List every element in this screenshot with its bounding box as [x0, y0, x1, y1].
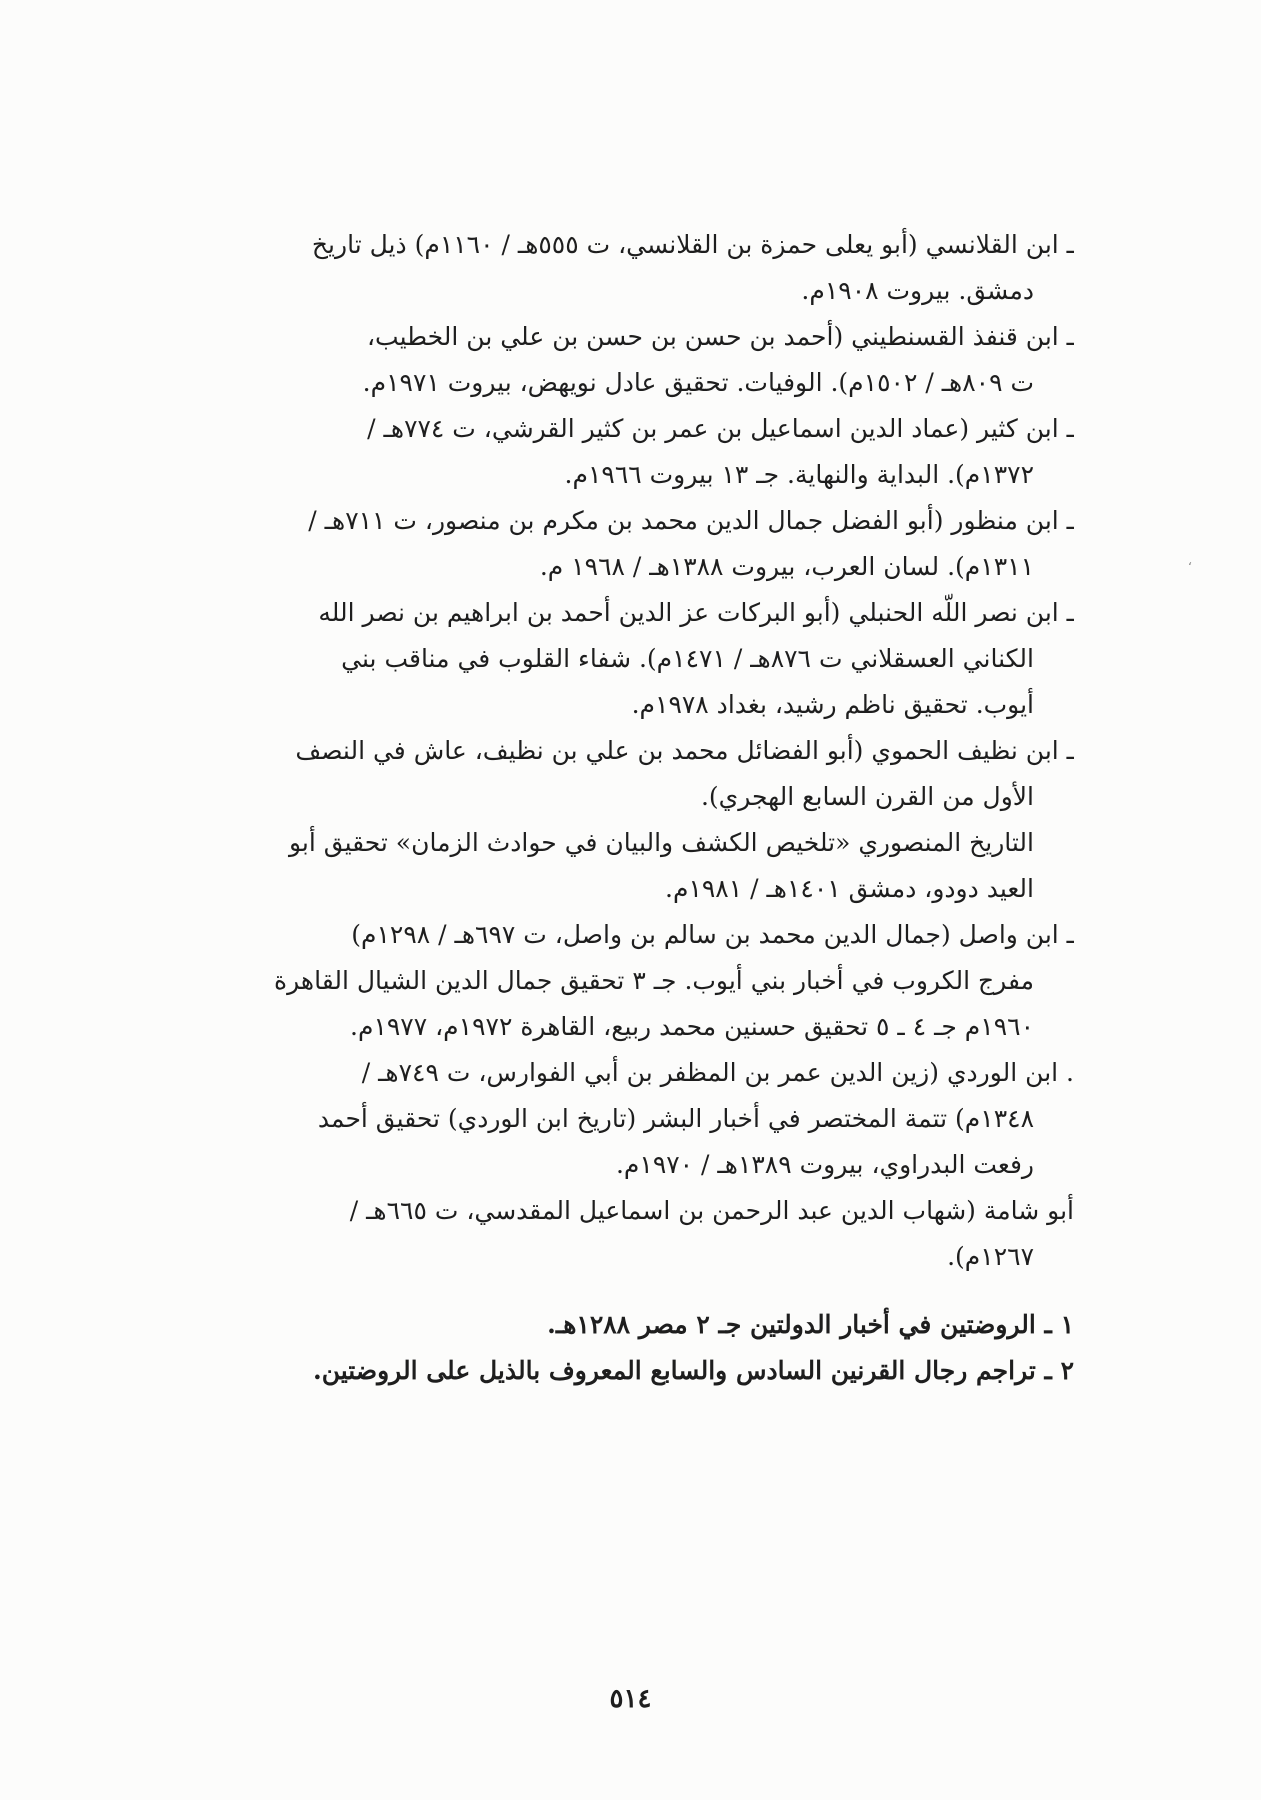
- entry-ibn-wasil-cont-1: مفرج الكروب في أخبار بني أيوب. جـ ٣ تحقيق جمال الدين الشيال القاهرة: [274, 966, 1034, 995]
- entry-ibn-al-wardi-cont-1: ١٣٤٨م) تتمة المختصر في أخبار البشر (تاريخ ابن الوردي) تحقيق أحمد: [317, 1104, 1034, 1133]
- entry-ibn-nazif-title: التاريخ المنصوري «تلخيص الكشف والبيان في حوادث الزمان» تحقيق أبو: [288, 828, 1034, 857]
- entry-ibn-nazif: ـ ابن نظيف الحموي (أبو الفضائل محمد بن علي بن نظيف، عاش في النصف: [295, 736, 1074, 765]
- entry-ibn-qunfudh: ـ ابن قنفذ القسنطيني (أحمد بن حسن بن حسن بن علي بن الخطيب،: [366, 322, 1074, 351]
- entry-ibn-al-wardi: . ابن الوردي (زين الدين عمر بن المظفر بن أبي الفوارس، ت ٧٤٩هـ /: [361, 1058, 1074, 1087]
- entry-ibn-al-wardi-cont-2: رفعت البدراوي، بيروت ١٣٨٩هـ / ١٩٧٠م.: [615, 1150, 1034, 1179]
- entry-abu-shama-work-1: ١ ـ الروضتين في أخبار الدولتين جـ ٢ مصر ١٢٨٨هـ.: [547, 1310, 1074, 1339]
- entry-ibn-nasrallah-cont-1: الكناني العسقلاني ت ٨٧٦هـ / ١٤٧١م). شفاء القلوب في مناقب بني: [341, 644, 1034, 673]
- entry-ibn-qunfudh-cont: ت ٨٠٩هـ / ١٥٠٢م). الوفيات. تحقيق عادل نويهض، بيروت ١٩٧١م.: [362, 368, 1034, 397]
- entry-ibn-nasrallah-cont-2: أيوب. تحقيق ناظم رشيد، بغداد ١٩٧٨م.: [631, 690, 1034, 719]
- entry-ibn-al-qalanisi: ـ ابن القلانسي (أبو يعلى حمزة بن القلانسي، ت ٥٥٥هـ / ١١٦٠م) ذيل تاريخ: [311, 230, 1074, 259]
- spacer: [160, 1280, 1074, 1302]
- entry-abu-shama: أبو شامة (شهاب الدين عبد الرحمن بن اسماعيل المقدسي، ت ٦٦٥هـ /: [349, 1196, 1074, 1225]
- bibliography-list: [160, 222, 1074, 1394]
- entry-ibn-al-qalanisi-cont: دمشق. بيروت ١٩٠٨م.: [801, 276, 1034, 305]
- entry-ibn-wasil: ـ ابن واصل (جمال الدين محمد بن سالم بن واصل، ت ٦٩٧هـ / ١٢٩٨م): [351, 920, 1074, 949]
- entry-ibn-wasil-cont-2: ١٩٦٠م جـ ٤ ـ ٥ تحقيق حسنين محمد ربيع، القاهرة ١٩٧٢م، ١٩٧٧م.: [350, 1012, 1034, 1041]
- entry-ibn-nazif-title-cont: العيد دودو، دمشق ١٤٠١هـ / ١٩٨١م.: [665, 874, 1034, 903]
- entry-ibn-kathir-cont: ١٣٧٢م). البداية والنهاية. جـ ١٣ بيروت ١٩٦٦م.: [564, 460, 1034, 489]
- entry-ibn-nazif-cont: الأول من القرن السابع الهجري).: [700, 782, 1034, 811]
- entry-ibn-kathir: ـ ابن كثير (عماد الدين اسماعيل بن عمر بن كثير القرشي، ت ٧٧٤هـ /: [367, 414, 1074, 443]
- entry-ibn-manzur-cont: ١٣١١م). لسان العرب، بيروت ١٣٨٨هـ / ١٩٦٨ م.: [539, 552, 1034, 581]
- page-number: ٥١٤: [609, 1684, 652, 1714]
- entry-abu-shama-work-2: ٢ ـ تراجم رجال القرنين السادس والسابع المعروف بالذيل على الروضتين.: [313, 1356, 1074, 1385]
- entry-abu-shama-cont: ١٢٦٧م).: [947, 1242, 1034, 1271]
- scan-speck: ʻ: [1188, 560, 1192, 574]
- entry-ibn-nasrallah: ـ ابن نصر اللّه الحنبلي (أبو البركات عز الدين أحمد بن ابراهيم بن نصر الله: [318, 598, 1074, 627]
- entry-ibn-manzur: ـ ابن منظور (أبو الفضل جمال الدين محمد بن مكرم بن منصور، ت ٧١١هـ /: [308, 506, 1074, 535]
